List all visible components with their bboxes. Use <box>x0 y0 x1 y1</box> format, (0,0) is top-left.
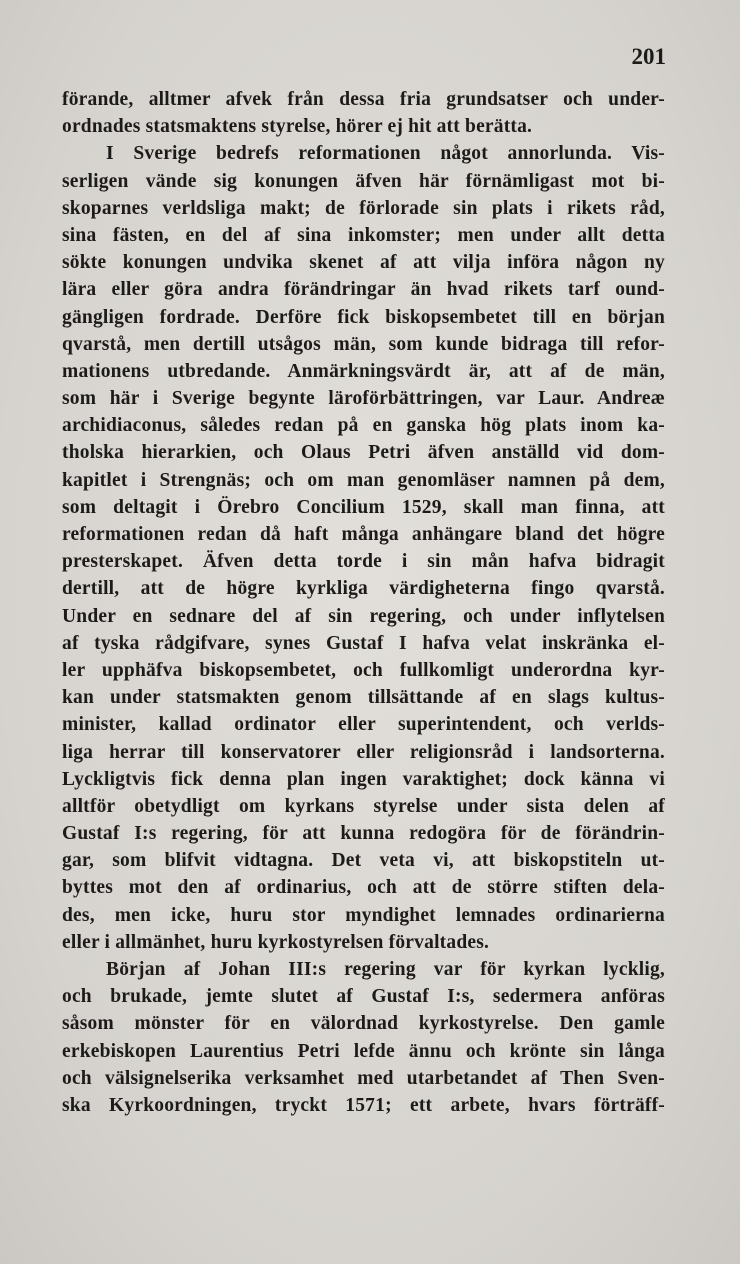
text-line: qvarstå, men dertill utsågos män, som kunde bidraga till refor- <box>62 333 665 355</box>
text-line: liga herrar till konservatorer eller religionsråd i landsorterna. <box>62 741 665 763</box>
text-line: gar, som blifvit vidtagna. Det veta vi, att biskopstiteln ut- <box>62 850 665 872</box>
text-line: Början af Johan III:s regering var för kyrkan lycklig, <box>106 959 665 980</box>
text-line: erkebiskopen Laurentius Petri lefde ännu och krönte sin långa <box>62 1040 665 1062</box>
text-line: des, men icke, huru stor myndighet lemnades ordinarierna <box>62 904 665 926</box>
text-line: dertill, att de högre kyrkliga värdigheterna fingo qvarstå. <box>62 578 665 600</box>
text-line: skoparnes verldsliga makt; de förlorade sin plats i rikets råd, <box>62 197 665 219</box>
text-line: reformationen redan då haft många anhängare bland det högre <box>62 524 665 545</box>
text-line: såsom mönster för en välordnad kyrkostyrelse. Den gamle <box>62 1013 665 1035</box>
text-line: sökte konungen undvika skenet af att vilja införa någon ny <box>62 252 665 274</box>
text-line: gängligen fordrade. Derföre fick biskopsembetet till en början <box>62 306 665 328</box>
text-line: I Sverige bedrefs reformationen något annorlunda. Vis- <box>106 143 665 165</box>
text-line: ler upphäfva biskopsembetet, och fullkomligt underordna kyr- <box>62 659 665 681</box>
text-line: och brukade, jemte slutet af Gustaf I:s, sedermera anföras <box>62 986 665 1008</box>
text-line: presterskapet. Äfven detta torde i sin mån hafva bidragit <box>62 551 665 573</box>
text-line: alltför obetydligt om kyrkans styrelse under sista delen af <box>62 795 665 817</box>
text-line: kan under statsmakten genom tillsättande af en slags kultus- <box>62 687 665 709</box>
text-line: mationens utbredande. Anmärkningsvärdt är, att af de män, <box>62 360 665 382</box>
text-line: förande, alltmer afvek från dessa fria grundsatser och under- <box>62 89 665 110</box>
page-number: 201 <box>631 44 666 69</box>
text-line: serligen vände sig konungen äfven här förnämligast mot bi- <box>62 170 665 192</box>
text-line: Gustaf I:s regering, för att kunna redogöra för de förändrin- <box>62 823 665 845</box>
text-line: och välsignelserika verksamhet med utarbetandet af Then Sven- <box>62 1067 665 1089</box>
text-line: ska Kyrkoordningen, tryckt 1571; ett arbete, hvars förträff- <box>62 1094 665 1116</box>
text-line: lära eller göra andra förändringar än hvad rikets tarf ound- <box>62 279 665 301</box>
text-line: som deltagit i Örebro Concilium 1529, skall man finna, att <box>62 496 665 518</box>
text-line: eller i allmänhet, huru kyrkostyrelsen förvaltades. <box>62 931 490 953</box>
text-line: Under en sednare del af sin regering, och under inflytelsen <box>62 605 665 627</box>
text-line: byttes mot den af ordinarius, och att de större stiften dela- <box>62 877 665 899</box>
text-line: tholska hierarkien, och Olaus Petri äfven anställd vid dom- <box>62 442 665 464</box>
text-line: som här i Sverige begynte läroförbättringen, var Laur. Andreæ <box>62 388 665 410</box>
text-line: kapitlet i Strengnäs; och om man genomläser namnen på dem, <box>62 469 665 491</box>
text-line: Lyckligtvis fick denna plan ingen varaktighet; dock känna vi <box>62 768 665 790</box>
text-line: ordnades statsmaktens styrelse, hörer ej hit att berätta. <box>62 116 533 138</box>
text-line: minister, kallad ordinator eller superintendent, och verlds- <box>62 714 665 736</box>
text-line: af tyska rådgifvare, synes Gustaf I hafva velat inskränka el- <box>62 632 665 654</box>
text-line: sina fästen, en del af sina inkomster; men under allt detta <box>62 224 665 246</box>
body-text <box>62 86 665 1119</box>
text-line: archidiaconus, således redan på en ganska hög plats inom ka- <box>62 415 665 437</box>
